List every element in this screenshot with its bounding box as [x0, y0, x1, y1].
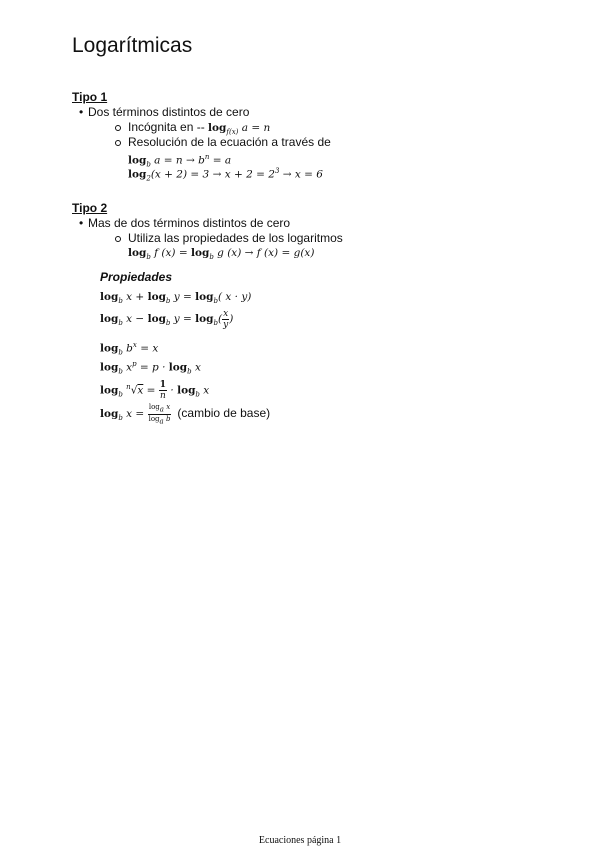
log-fn: log	[195, 313, 214, 325]
tipo-2-bullet: • Mas de dos términos distintos de cero	[88, 216, 290, 231]
log-base: b	[118, 390, 123, 399]
fraction-denominator: n	[160, 391, 166, 401]
log-fn: log	[100, 342, 119, 355]
fraction-denominator: y	[223, 319, 229, 330]
prop-producto	[100, 290, 251, 308]
prop-cambio-base	[100, 403, 270, 428]
eq-igualdad-b: g (x) → f (x) = g(x)	[217, 247, 315, 259]
eq-ejemplo-a: (x + 2) = 3 → x + 2 = 2	[150, 168, 275, 181]
tipo-1-sub-resolucion: Resolución de la ecuación a través de	[128, 135, 331, 149]
fraction-numerator: x	[223, 308, 229, 319]
log-base: b	[209, 253, 214, 262]
log-fn: log	[128, 154, 147, 167]
log-fn: log	[148, 414, 160, 423]
log-fn: log	[208, 122, 227, 134]
eq-ejemplo-exp: 3	[274, 167, 280, 175]
page-title: Logarítmicas	[72, 34, 193, 57]
prop-cociente-b: y =	[173, 313, 196, 325]
log-base: b	[195, 390, 200, 399]
fraction-numerator: 1	[159, 380, 167, 390]
log-fn: log	[168, 361, 188, 374]
eq-igualdad-a: f (x) =	[154, 247, 191, 259]
root-symbol: √	[130, 384, 138, 397]
prop-raiz-c: x	[203, 384, 210, 397]
tipo-1-heading: Tipo 1	[72, 90, 108, 104]
prop-inversa-a: b	[126, 342, 133, 355]
propiedades-heading: Propiedades	[100, 270, 173, 284]
log-fn: log	[100, 361, 119, 374]
tipo-2-heading: Tipo 2	[72, 201, 108, 215]
log-base-a: a	[159, 416, 164, 425]
numerator-x: x	[166, 403, 171, 412]
incognita-math: a = n	[241, 122, 271, 134]
log-fn: log	[147, 313, 166, 325]
log-base: b	[118, 414, 123, 423]
prop-raiz	[100, 376, 209, 406]
denominator-b: b	[165, 414, 171, 423]
prop-potencia-exp: p	[132, 360, 137, 368]
eq-definicion-b: = a	[209, 154, 232, 167]
prop-cociente-a: x −	[126, 313, 148, 325]
fraction-numerator	[148, 403, 172, 414]
prop-raiz-eq: =	[143, 384, 159, 397]
log-base: b	[213, 297, 218, 306]
prop-potencia-a: x	[126, 361, 133, 374]
tipo-2-sub-propiedades: Utiliza las propiedades de los logaritmos	[128, 231, 343, 245]
log-base: b	[213, 319, 218, 328]
tipo-1-bullet: • Dos términos distintos de cero	[88, 105, 249, 120]
incognita-text: Incógnita en --	[128, 120, 209, 134]
prop-producto-b: y =	[173, 291, 196, 303]
log-fn: log	[147, 291, 166, 303]
log-base: b	[165, 319, 171, 328]
log-fn: log	[100, 291, 119, 303]
log-fn: log	[100, 408, 119, 420]
log-fn: log	[128, 168, 147, 181]
log-fn: log	[195, 291, 214, 303]
eq-definicion-exp: n	[204, 153, 210, 161]
log-base: b	[146, 160, 151, 169]
fraction-denominator	[148, 415, 172, 425]
log-base: b	[118, 348, 123, 357]
eq-igualdad-logs	[128, 246, 314, 264]
root-radicand: x	[137, 384, 144, 397]
log-fn: log	[148, 403, 160, 412]
prop-potencia-c: x	[194, 361, 201, 374]
log-base: b	[118, 319, 123, 328]
prop-potencia-b: = p ·	[136, 361, 169, 374]
log-fn: log	[177, 384, 196, 397]
prop-cociente: $\log_b x - \log_b y = \log_b$( $\frac{x}{y}$ )	[100, 308, 234, 330]
log-base-a: a	[159, 405, 164, 414]
log-base: b	[146, 253, 151, 262]
prop-producto-a: x +	[126, 291, 148, 303]
prop-producto-c: ( x · y)	[217, 291, 252, 303]
fraction-x-over-y	[222, 309, 229, 330]
log-base-2: 2	[146, 174, 151, 183]
log-base: b	[165, 297, 171, 306]
prop-inversa-exp: x	[132, 341, 137, 349]
prop-cambio-a: x =	[126, 408, 148, 420]
fraction-1-over-n	[159, 380, 167, 401]
eq-ejemplo	[128, 164, 323, 186]
prop-inversa-b: = x	[136, 342, 159, 355]
log-base: b	[118, 367, 123, 376]
log-base: b	[118, 297, 123, 306]
prop-raiz-b: ·	[167, 384, 178, 397]
root-index: n	[126, 383, 131, 391]
eq-definicion-a: a = n → b	[154, 154, 205, 167]
log-base: b	[187, 367, 192, 376]
log-fn: log	[190, 247, 210, 259]
page-footer: Ecuaciones página 1	[258, 835, 342, 846]
log-base-fx: f(x)	[226, 128, 239, 137]
log-fn: log	[128, 247, 147, 259]
log-fn: log	[100, 384, 119, 397]
eq-ejemplo-b: → x = 6	[279, 168, 323, 181]
fraction-change-of-base	[148, 403, 172, 425]
log-fn: log	[100, 313, 119, 325]
cambio-de-base-note: (cambio de base)	[177, 406, 271, 420]
